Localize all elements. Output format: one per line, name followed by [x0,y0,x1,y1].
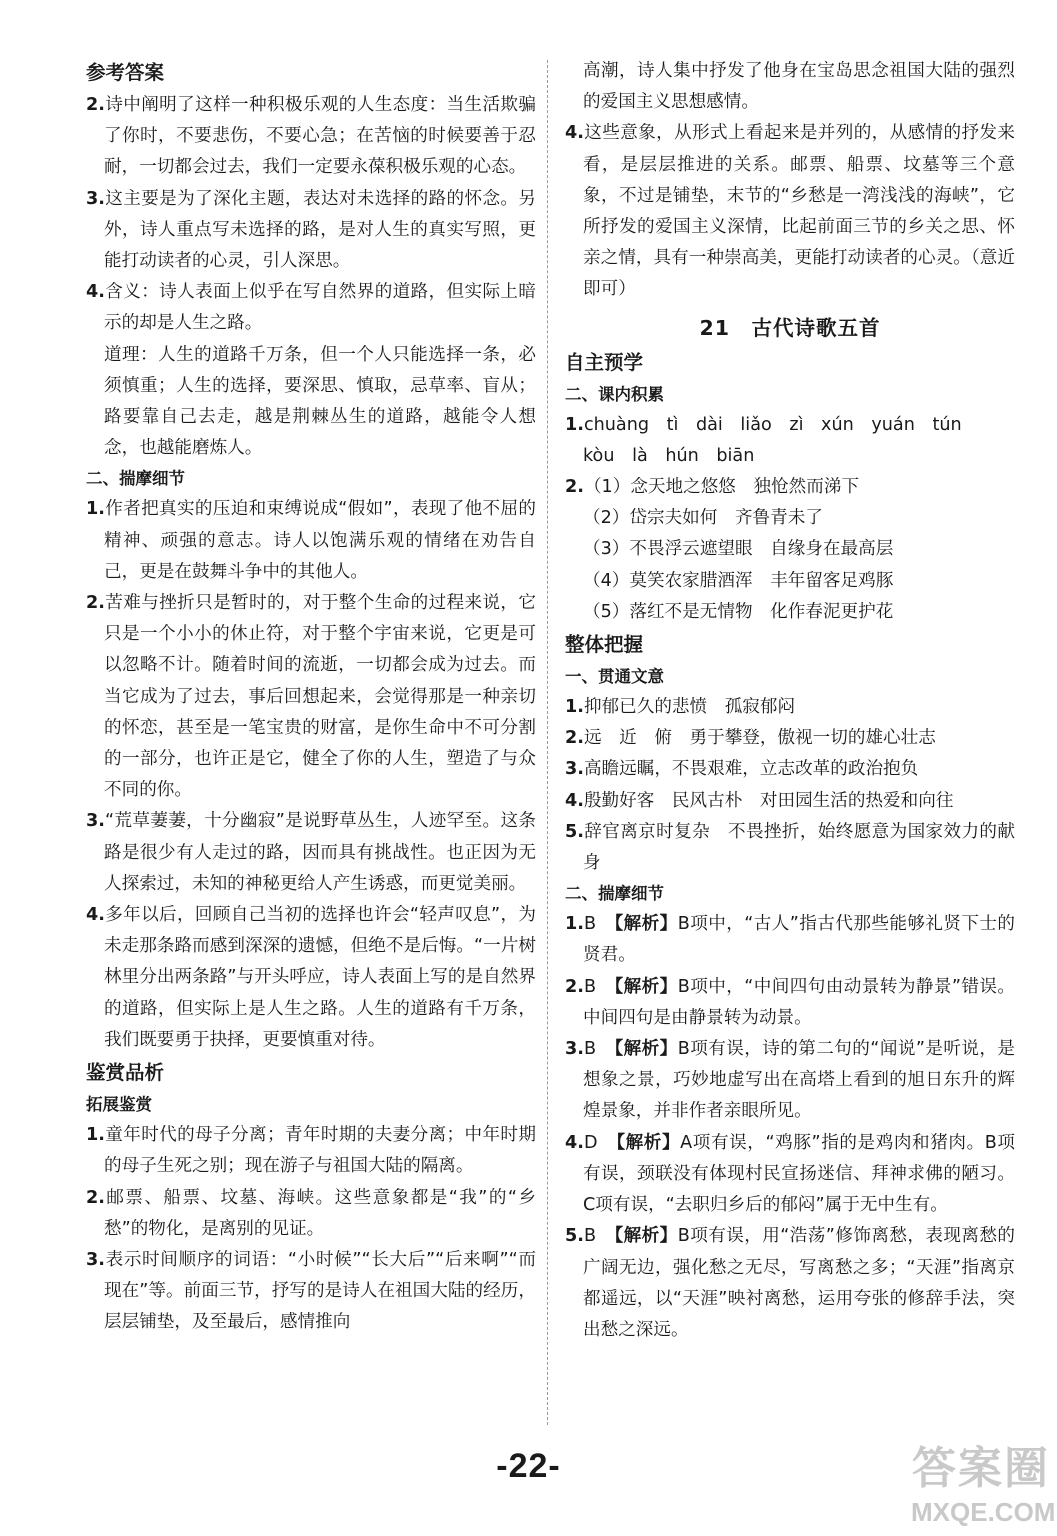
answer-paragraph: 高潮，诗人集中抒发了他身在宝岛思念祖国大陆的强烈的爱国主义思想感情。 [583,61,1015,113]
answer-item [565,909,1015,971]
analysis-label: 【解析】 [614,1039,678,1060]
answer-item [86,184,536,278]
item-number: 5. [565,1226,584,1247]
pinyin-line: kòu là hún biān [583,445,755,466]
item-text: 这些意象，从形式上看起来是并列的，从感情的抒发来看，是层层推进的关系。邮票、船票、坟墓等三个意象，不过是铺垫，末节的“乡愁是一湾浅浅的海峡”，它所抒发的爱国主义深情，比起前面三节的乡关之思、怀亲之情，具有一种崇高美，更能打动读者的心灵。（意近即可） [583,123,1015,300]
left-column [86,56,536,1339]
answer-item [565,1034,1015,1128]
item-number: 1. [565,914,584,935]
answer-item [86,494,536,588]
answer-subitem: （5）落红不是无情物 化作春泥更护花 [583,601,894,622]
item-text: 诗中阐明了这样一种积极乐观的人生态度：当生活欺骗了你时，不要悲伤，不要心急；在苦恼的时候要善于忍耐，一切都会过去，我们一定要永葆积极乐观的心态。 [104,95,536,178]
answer-item [565,1221,1015,1346]
item-number: 5. [565,821,584,842]
answer-item [86,1120,536,1182]
item-text: 作者把真实的压迫和束缚说成“假如”，表现了他不屈的精神、顽强的意志。诗人以饱满乐观的情绪在劝告自己，更是在鼓舞斗争中的其他人。 [104,499,536,582]
subsection-heading: 二、课内积累 [565,384,664,404]
choice-answer: B [583,1039,597,1060]
item-number: 4. [86,282,105,303]
choice-answer: B [583,976,597,997]
choice-answer: B [583,914,597,935]
answer-item [86,806,536,900]
answer-item [565,692,1015,723]
answer-paragraph: 道理：人生的道路千万条，但一个人只能选择一条，必须慎重；人生的选择，要深思、慎取，忌草率、盲从；路要靠自己去走，越是荆棘丛生的道路，越能令人想念，也越能磨炼人。 [104,344,536,459]
analysis-text: B项中，“中间四句由动景转为静景”错误。中间四句是由静景转为动景。 [583,976,1015,1028]
answer-item [565,1128,1015,1222]
item-text: “荒草萋萋，十分幽寂”是说野草丛生，人迹罕至。这条路是很少有人走过的路，因而具有挑战性。也正因为无人探索过，未知的神秘更给人产生诱惑，而更觉美丽。 [104,811,536,894]
section-heading: 自主预学 [565,350,644,374]
subsection-heading: 二、揣摩细节 [86,469,185,489]
item-number: 3. [86,1249,105,1270]
item-number: 4. [86,905,105,926]
item-number: 2. [86,593,105,614]
lesson-title: 21 古代诗歌五首 [699,315,881,340]
answer-subitem: （3）不畏浮云遮望眼 自缘身在最高层 [583,539,894,560]
item-text: 邮票、船票、坟墓、海峡。这些意象都是“我”的“乡愁”的物化，是离别的见证。 [104,1187,536,1239]
item-text: 殷勤好客 民风古朴 对田园生活的热爱和向往 [583,790,954,811]
analysis-label: 【解析】 [616,1132,681,1153]
item-text: 含义：诗人表面上似乎在写自然界的道路，但实际上暗示的却是人生之路。 [104,282,536,334]
item-number: 1. [86,1125,105,1146]
answer-item [565,723,1015,754]
answer-item [565,817,1015,879]
item-number: 1. [565,697,584,718]
analysis-text: A项有误，“鸡豚”指的是鸡肉和猪肉。B项有误，颈联没有体现村民宣扬迷信、拜神求佛的陋习。C项有误，“去职归乡后的郁闷”属于无中生有。 [583,1132,1015,1216]
answer-item [565,410,1015,441]
answer-item [565,972,1015,1034]
subsection-heading: 二、揣摩细节 [565,884,664,904]
answer-item [86,588,536,806]
answer-item [86,900,536,1056]
item-text: 这主要是为了深化主题，表达对未选择的路的怀念。另外，诗人重点写未选择的路，是对人生的真实写照，更能打动读者的心灵，引人深思。 [104,188,536,272]
item-number: 4. [565,1132,584,1153]
watermark [911,1442,1056,1534]
answer-subitem: （2）岱宗夫如何 齐鲁青未了 [583,508,823,529]
item-number: 3. [86,811,105,832]
analysis-text: B项中，“古人”指古代那些能够礼贤下士的贤君。 [583,914,1015,966]
item-text: 苦难与挫折只是暂时的，对于整个生命的过程来说，它只是一个小小的休止符，对于整个宇宙来说，它更是可以忽略不计。随着时间的流逝，一切都会成为过去。而当它成为了过去，事后回想起来，会觉得那是一种亲切的怀恋，甚至是一笔宝贵的财富，是你生命中不可分割的一部分，也许正是它，健全了你的人生，塑造了与众不同的你。 [104,593,536,801]
item-text: 童年时代的母子分离；青年时期的夫妻分离；中年时期的母子生死之别；现在游子与祖国大陆的隔离。 [104,1125,536,1177]
answer-item [86,90,536,184]
item-number: 2. [565,477,584,498]
item-number: 3. [565,1039,584,1060]
item-number: 1. [86,499,105,520]
analysis-text: B项有误，用“浩荡”修饰离愁，表现离愁的广阔无边，强化愁之无尽，写离愁之多；“天涯”指离京都遥远，以“天涯”映衬离愁，运用夸张的修辞手法，突出愁之深远。 [583,1226,1015,1340]
item-text: （1）念天地之悠悠 独怆然而涕下 [583,477,860,498]
subsection-heading: 拓展鉴赏 [86,1095,152,1115]
section-heading: 整体把握 [565,633,644,657]
item-number: 1. [565,414,584,435]
item-number: 2. [86,1187,105,1208]
item-number: 2. [86,95,105,115]
item-number: 4. [565,123,584,144]
watermark-domain: MXQE.COM [911,1497,1056,1527]
section-heading: 参考答案 [86,61,165,84]
watermark-cjk: 答案圈 [912,1444,1050,1493]
item-number: 3. [565,759,584,780]
item-number: 4. [565,790,584,811]
choice-answer: B [583,1226,597,1247]
subsection-heading: 一、贯通文意 [565,667,664,687]
item-text: 辞官离京时复杂 不畏挫折，始终愿意为国家效力的献身 [583,821,1015,874]
right-column [565,56,1015,1346]
item-number: 3. [86,188,105,209]
section-heading: 鉴赏品析 [86,1061,165,1085]
item-number: 2. [565,976,584,997]
answer-item [86,277,536,339]
answer-item [565,754,1015,785]
analysis-text: B项有误，诗的第二句的“闻说”是听说，是想象之景，巧妙地虚写出在高塔上看到的旭日东升的辉煌景象，并非作者亲眼所见。 [583,1039,1015,1122]
analysis-label: 【解析】 [614,1226,678,1247]
item-number: 2. [565,728,584,749]
analysis-label: 【解析】 [614,914,678,935]
page-number: -22- [496,1447,561,1485]
answer-item [86,1245,536,1339]
answer-item [565,472,1015,503]
answer-subitem: （4）莫笑农家腊酒浑 丰年留客足鸡豚 [583,570,894,591]
choice-answer: D [583,1132,598,1153]
analysis-label: 【解析】 [614,976,678,997]
answer-item [86,1183,536,1245]
item-text: 抑郁已久的悲愤 孤寂郁闷 [583,697,796,718]
item-text: 表示时间顺序的词语：“小时候”“长大后”“后来啊”“而现在”等。前面三节，抒写的是诗人在祖国大陆的经历，层层铺垫，及至最后，感情推向 [104,1249,536,1333]
item-text: chuàng tì dài liǎo zì xún yuán tún [583,414,962,435]
item-text: 高瞻远瞩，不畏艰难，立志改革的政治抱负 [583,759,919,780]
item-text: 多年以后，回顾自己当初的选择也许会“轻声叹息”，为未走那条路而感到深深的遗憾，但绝不是后悔。“一片树林里分出两条路”与开头呼应，诗人表面上写的是自然界的道路，但实际上是人生之路。人生的道路有千万条，我们既要勇于抉择，更要慎重对待。 [104,905,536,1050]
answer-item [565,786,1015,817]
answer-item [565,118,1015,305]
column-divider [547,60,548,1425]
item-text: 远 近 俯 勇于攀登，傲视一切的雄心壮志 [583,728,936,749]
